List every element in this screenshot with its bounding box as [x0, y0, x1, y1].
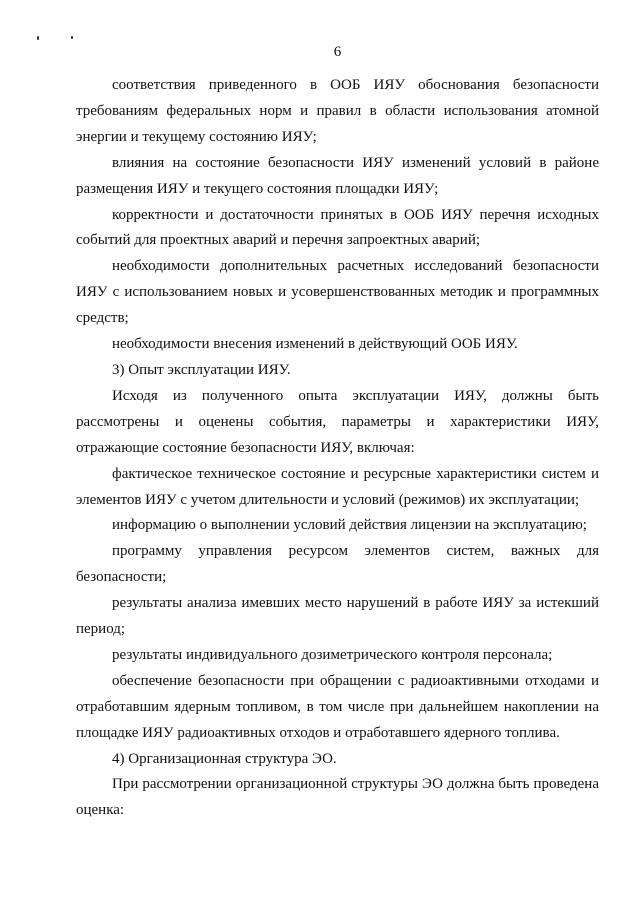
paragraph — [76, 591, 599, 643]
text-line: результаты индивидуального дозиметрического контроля персонала; — [112, 646, 553, 663]
text-line: требованиям федеральных норм и правил в области использования атомной — [76, 102, 599, 119]
paragraph — [76, 203, 599, 255]
paragraph — [76, 73, 599, 151]
text-line: 3) Опыт эксплуатации ИЯУ. — [112, 361, 291, 378]
paragraph — [76, 462, 599, 514]
text-line: информацию о выполнении условий действия лицензии на эксплуатацию; — [112, 517, 587, 534]
text-line: фактическое техническое состояние и ресурсные характеристики систем и — [112, 465, 599, 482]
text-line: отработавшим ядерным топливом, в том числе при дальнейшем накоплении на — [76, 698, 599, 715]
text-line: Исходя из полученного опыта эксплуатации ИЯУ, должны быть — [112, 387, 599, 404]
text-line: ИЯУ с использованием новых и усовершенствованных методик и программных — [76, 284, 599, 301]
text-line: необходимости дополнительных расчетных исследований безопасности — [112, 258, 599, 275]
text-line: элементов ИЯУ с учетом длительности и условий (режимов) их эксплуатации; — [76, 491, 580, 508]
text-line: энергии и текущему состоянию ИЯУ; — [76, 128, 317, 145]
page-number: 6 — [333, 44, 342, 60]
paragraph — [76, 151, 599, 203]
scan-mark — [71, 36, 73, 39]
scan-mark — [37, 36, 39, 40]
section-heading — [76, 747, 599, 773]
paragraph — [76, 539, 599, 591]
text-line: программу управления ресурсом элементов систем, важных для — [112, 543, 599, 560]
text-line: обеспечение безопасности при обращении с радиоактивными отходами и — [112, 672, 599, 689]
text-line: средств; — [76, 310, 129, 327]
text-line: размещения ИЯУ и текущего состояния площадки ИЯУ; — [76, 180, 439, 197]
text-line: оценка: — [76, 802, 125, 819]
text-line: 4) Организационная структура ЭО. — [112, 750, 337, 767]
text-line: площадке ИЯУ радиоактивных отходов и отработавшего ядерного топлива. — [76, 724, 560, 741]
paragraph — [76, 254, 599, 332]
text-line: отражающие состояние безопасности ИЯУ, включая: — [76, 439, 415, 456]
paragraph — [76, 643, 599, 669]
paragraph — [76, 384, 599, 462]
text-line: результаты анализа имевших место нарушений в работе ИЯУ за истекший — [112, 595, 599, 612]
paragraph — [76, 513, 599, 539]
text-line: событий для проектных аварий и перечня запроектных аварий; — [76, 232, 481, 249]
paragraph — [76, 669, 599, 747]
section-heading — [76, 358, 599, 384]
text-line: влияния на состояние безопасности ИЯУ изменений условий в районе — [112, 154, 599, 171]
text-line: период; — [76, 621, 126, 638]
text-line: рассмотрены и оценены события, параметры и характеристики ИЯУ, — [76, 413, 599, 430]
paragraph — [76, 332, 599, 358]
document-body — [76, 73, 599, 824]
text-line: корректности и достаточности принятых в ООБ ИЯУ перечня исходных — [112, 206, 599, 223]
text-line: При рассмотрении организационной структуры ЭО должна быть проведена — [112, 776, 599, 793]
paragraph — [76, 772, 599, 824]
text-line: безопасности; — [76, 569, 167, 586]
text-line: необходимости внесения изменений в действующий ООБ ИЯУ. — [112, 336, 518, 353]
text-line: соответствия приведенного в ООБ ИЯУ обоснования безопасности — [112, 77, 599, 93]
